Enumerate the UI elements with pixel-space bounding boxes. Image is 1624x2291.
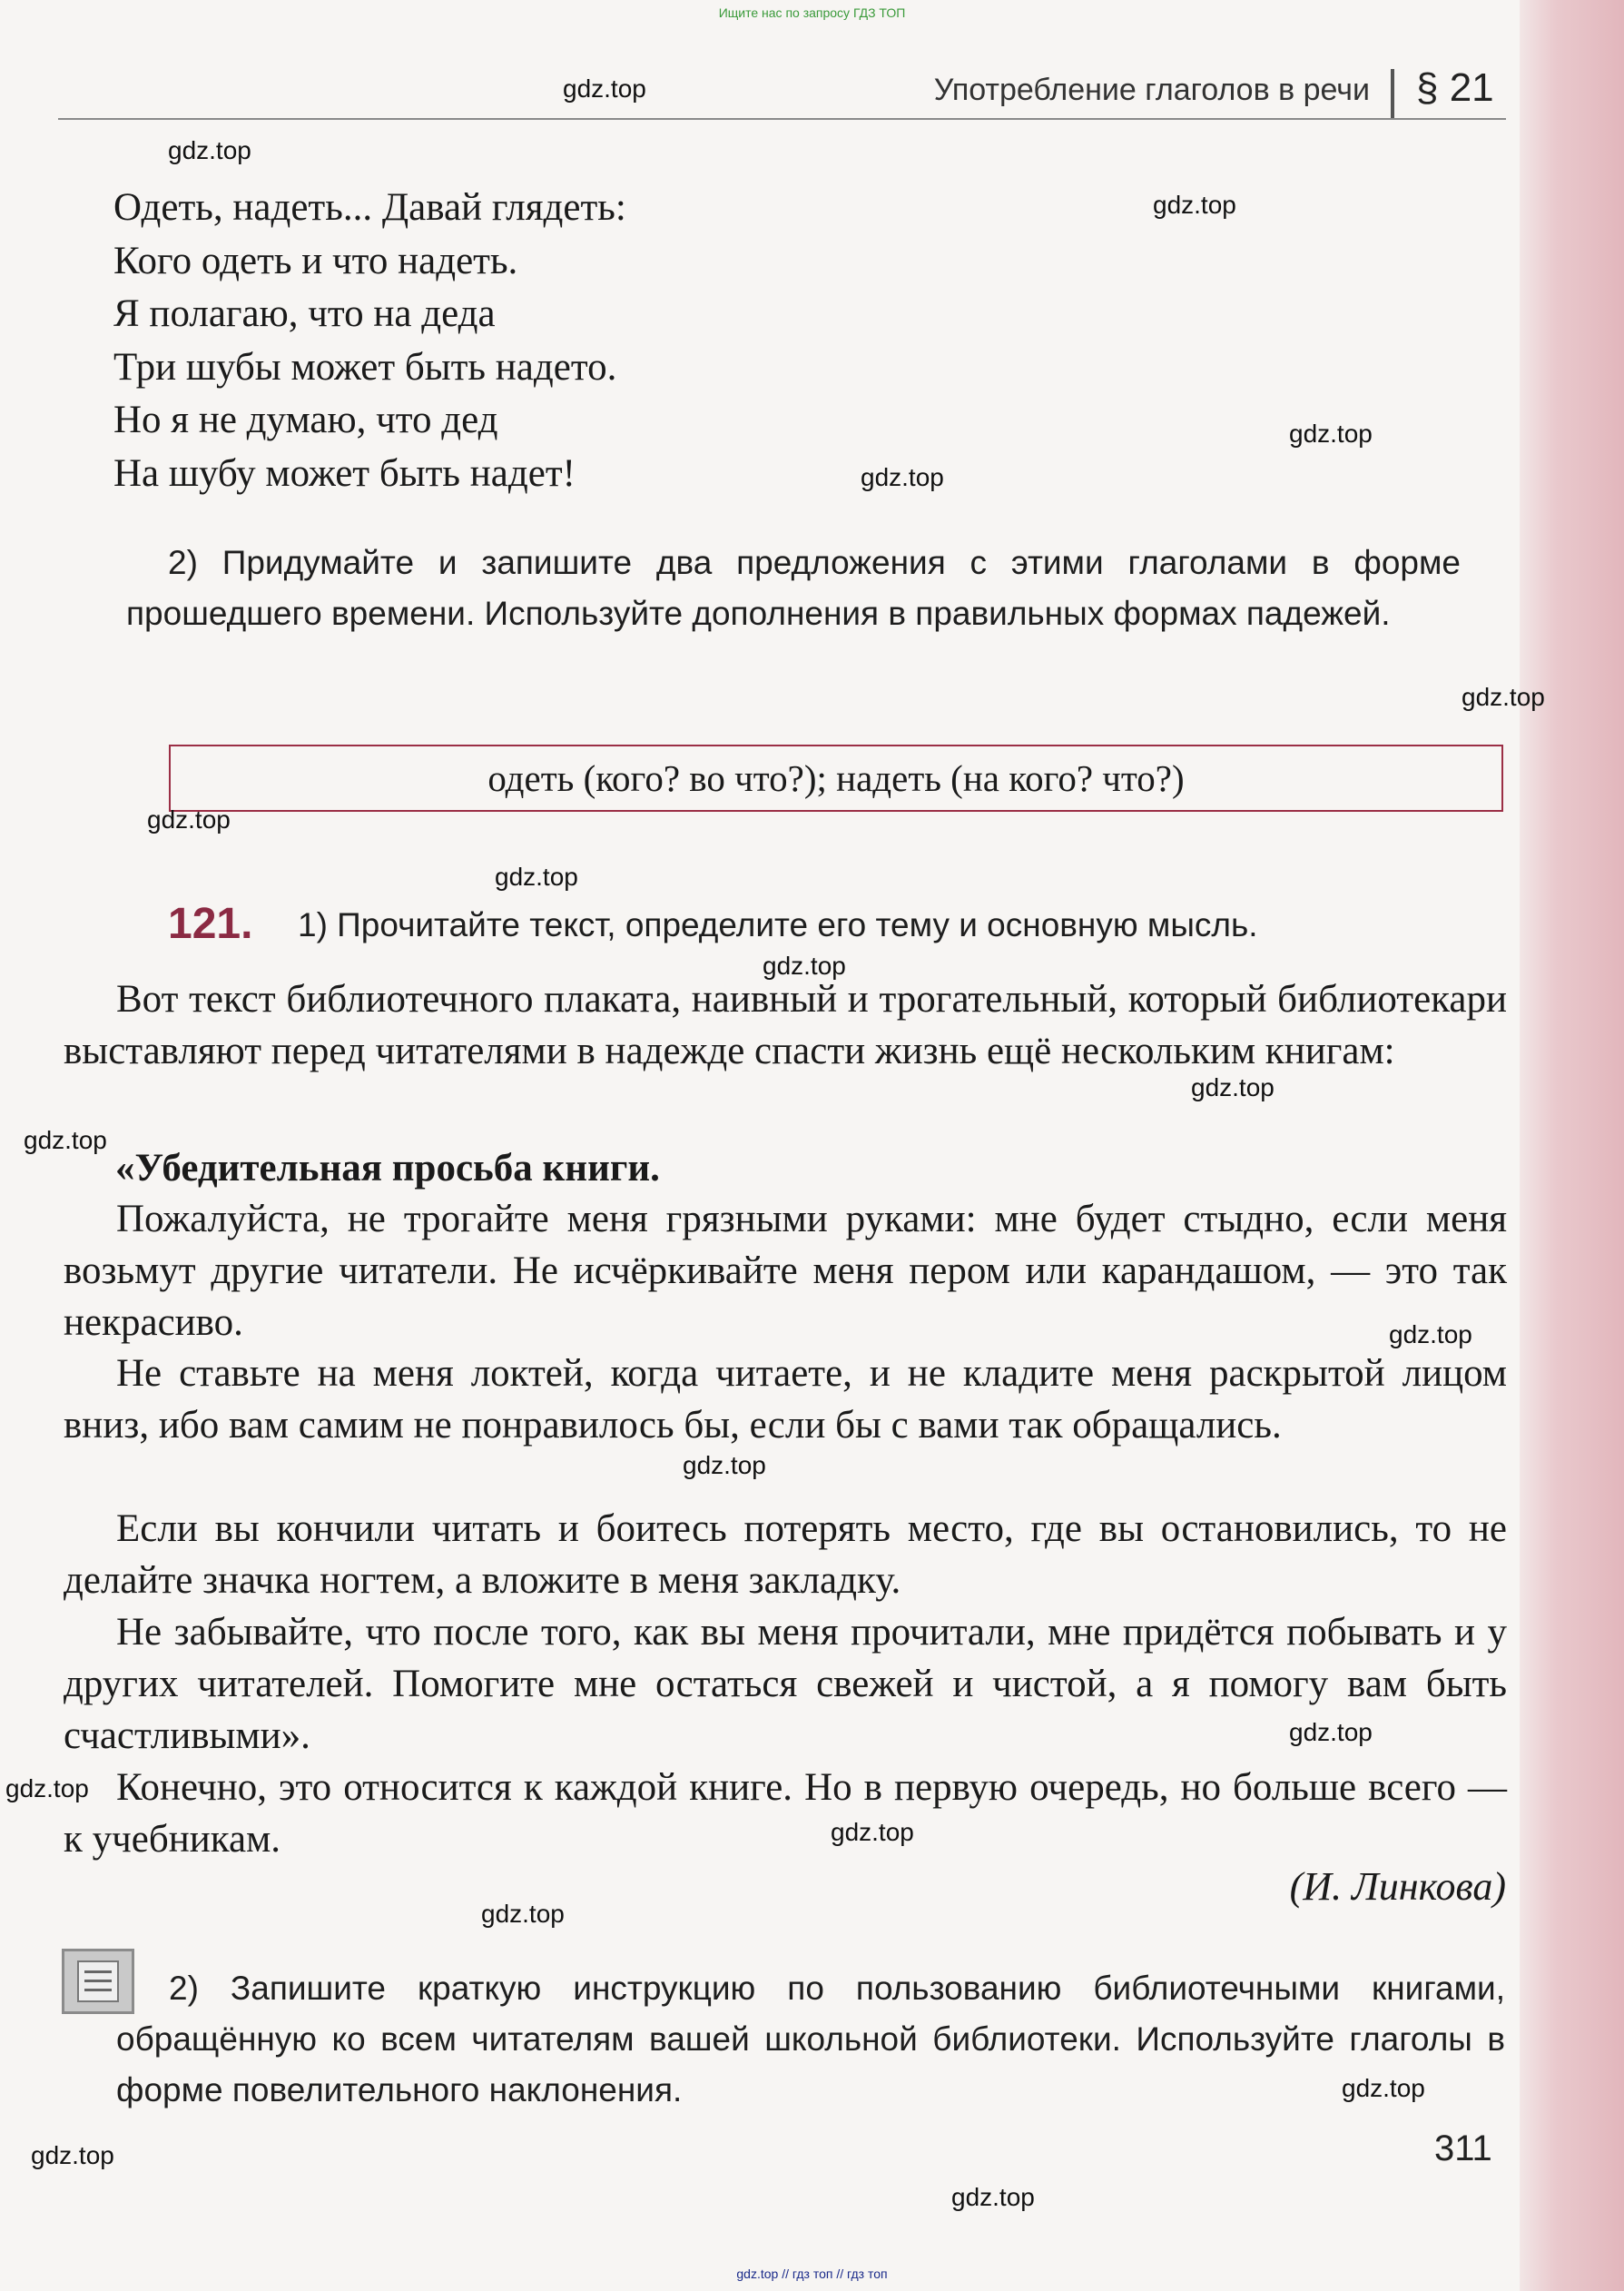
task-2-instructions: 2) Придумайте и запишите два предложения с этими глаголами в форме прошедшего времени. Используйте дополнения в правильных формах падежей. [126, 544, 1461, 632]
watermark: gdz.top [5, 1774, 89, 1802]
watermark: gdz.top [495, 863, 578, 891]
watermark: gdz.top [951, 2183, 1035, 2211]
notebook-line [84, 1980, 112, 1982]
page-number: 311 [1434, 2128, 1492, 2168]
text-paragraph: Не ставьте на меня локтей, когда читаете, и не кладите меня раскрытой лицом вниз, ибо вам самим не понравилось бы, если бы с вами так обращались. [64, 1352, 1507, 1447]
notebook-line [84, 1989, 112, 1991]
text-author: (И. Линкова) [1289, 1864, 1506, 1909]
watermark: gdz.top [763, 952, 846, 980]
section-number: § 21 [1416, 65, 1494, 110]
header-rule [58, 118, 1506, 120]
task-3-instructions: 2) Запишите краткую инструкцию по пользованию библиотечными книгами, обращённую ко всем читателям вашей школьной библиотеки. Используйте глаголы в форме повелительного наклонения. [116, 1970, 1505, 2108]
poem-line: Кого одеть и что надеть. [113, 239, 518, 282]
poem-line: Но я не думаю, что дед [113, 399, 498, 441]
watermark: gdz.top [1191, 1073, 1275, 1101]
watermark: gdz.top [168, 136, 251, 164]
exercise-number: 121. [168, 900, 253, 948]
watermark: gdz.top [1289, 420, 1373, 448]
watermark: gdz.top [1389, 1320, 1472, 1348]
hint-frame-text: одеть (кого? во что?); надеть (на кого? что?) [487, 757, 1185, 799]
watermark: gdz.top [683, 1451, 766, 1479]
header-separator [1391, 69, 1394, 118]
text-paragraph: Конечно, это относится к каждой книге. Но в первую очередь, но больше всего — к учебникам. [64, 1766, 1507, 1861]
watermark: gdz.top [31, 2141, 114, 2169]
text-intro: Вот текст библиотечного плаката, наивный и трогательный, который библиотекари выставляют перед читателями в надежде спасти жизнь ещё нескольким книгам: [64, 978, 1507, 1072]
watermark: gdz.top [1289, 1718, 1373, 1746]
watermark: gdz.top [1462, 683, 1545, 711]
top-banner-watermark: Ищите нас по запросу ГДЗ ТОП [718, 5, 906, 20]
poem [113, 182, 626, 500]
watermark: gdz.top [563, 74, 646, 103]
text-paragraph: Не забывайте, что после того, как вы меня прочитали, мне придётся побывать и у других читателей. Помогите мне остаться свежей и чистой, а я помогу вам быть счастливыми». [64, 1611, 1507, 1757]
text-paragraph: Пожалуйста, не трогайте меня грязными руками: мне будет стыдно, если меня возьмут другие читатели. Не исчёркивайте меня пером или карандашом, — это так некрасиво. [64, 1198, 1507, 1344]
text-title: «Убедительная просьба книги. [115, 1147, 660, 1190]
watermark: gdz.top [481, 1900, 565, 1928]
poem-line: Я полагаю, что на деда [113, 292, 496, 335]
notebook-line [84, 1970, 112, 1973]
exercise-task-1: 1) Прочитайте текст, определите его тему и основную мысль. [298, 906, 1258, 943]
poem-line: На шубу может быть надет! [113, 451, 576, 495]
notebook-sheet [77, 1960, 119, 2002]
watermark: gdz.top [147, 805, 231, 834]
page-edge-strip [1520, 0, 1624, 2291]
watermark: gdz.top [24, 1126, 107, 1154]
watermark: gdz.top [831, 1818, 914, 1846]
poem-line: Три шубы может быть надето. [113, 345, 617, 389]
hint-frame [169, 745, 1503, 812]
watermark: gdz.top [861, 463, 944, 491]
watermark: gdz.top [1153, 191, 1236, 219]
poem-line: Одеть, надеть... Давай глядеть: [113, 186, 626, 229]
bottom-banner-watermark: gdz.top // гдз топ // гдз топ [736, 2266, 888, 2281]
running-header-title: Употребление глаголов в речи [933, 73, 1370, 107]
text-paragraph: Если вы кончили читать и боитесь потерять место, где вы остановились, то не делайте значка ногтем, а вложите в меня закладку. [64, 1507, 1507, 1602]
watermark: gdz.top [1342, 2074, 1425, 2102]
